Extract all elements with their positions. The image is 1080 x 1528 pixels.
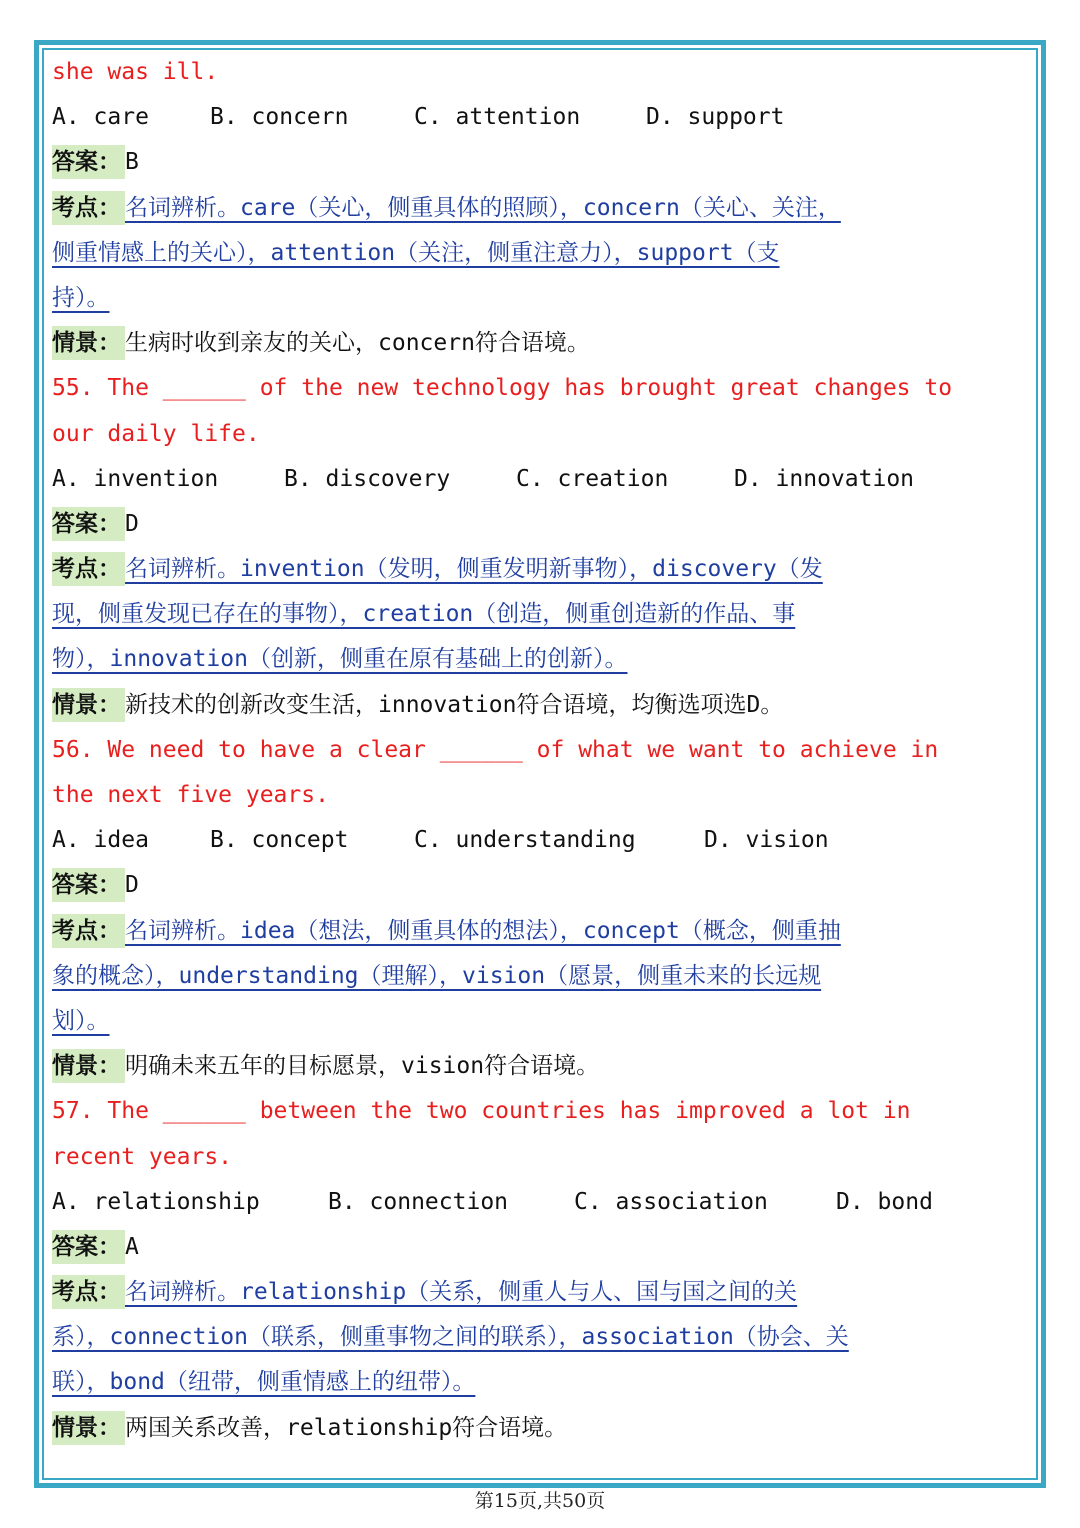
page-number: 第15页,共50页 xyxy=(474,1490,606,1512)
q57-option-b: B. connection xyxy=(328,1188,509,1215)
q55-analysis-2: 现，侧重发现已存在的事物），creation（创造，侧重创造新的作品、事 xyxy=(52,601,796,628)
q54-analysis-row-2 xyxy=(52,231,1032,276)
q56-option-a: A. idea xyxy=(52,827,149,854)
point-label: 考点： xyxy=(52,914,125,948)
q56-analysis-1: 名词辨析。idea（想法，侧重具体的想法），concept（概念，侧重抽 xyxy=(125,917,841,944)
q55-analysis-1: 名词辨析。invention（发明，侧重发明新事物），discovery（发 xyxy=(125,556,823,583)
q57-analysis-1: 名词辨析。relationship（关系，侧重人与人、国与国之间的关 xyxy=(125,1279,798,1306)
q54-option-b: B. concern xyxy=(210,104,349,131)
context-label: 情景： xyxy=(52,688,125,722)
context-label: 情景： xyxy=(52,326,125,360)
q54-analysis-1: 名词辨析。care（关心，侧重具体的照顾），concern（关心、关注， xyxy=(125,194,841,221)
q54-option-d: D. support xyxy=(646,104,785,131)
q57-stem-1: 57. The ______ between the two countries has improved a lot in xyxy=(52,1098,911,1125)
q57-stem-2: recent years. xyxy=(52,1143,233,1170)
q55-analysis-row xyxy=(52,547,1032,592)
q54-analysis-row xyxy=(52,186,1032,231)
q56-analysis-row-3 xyxy=(52,999,1032,1044)
q55-option-d: D. innovation xyxy=(734,465,915,492)
q55-answer-row xyxy=(52,502,1032,547)
q55-analysis-row-3 xyxy=(52,637,1032,682)
answer-label: 答案： xyxy=(52,1230,125,1264)
q56-stem-2: the next five years. xyxy=(52,782,329,808)
q54-answer-row xyxy=(52,140,1032,185)
q56-answer: D xyxy=(125,872,139,899)
q54-stem: she was ill. xyxy=(52,59,219,85)
q57-analysis-3: 联），bond（纽带，侧重情感上的纽带）。 xyxy=(52,1369,476,1396)
q55-context-row xyxy=(52,683,1032,728)
q55-options xyxy=(52,457,1032,502)
q55-option-c: C. creation xyxy=(516,465,669,492)
q55-analysis-3: 物），innovation（创新，侧重在原有基础上的创新）。 xyxy=(52,646,628,673)
q56-context-row xyxy=(52,1044,1032,1089)
q57-context-row xyxy=(52,1406,1032,1451)
q56-stem-1: 56. We need to have a clear ______ of what we want to achieve in xyxy=(52,736,939,763)
point-label: 考点： xyxy=(52,191,125,225)
q57-context: 两国关系改善，relationship符合语境。 xyxy=(125,1414,568,1441)
q57-answer: A xyxy=(125,1233,139,1260)
q56-options xyxy=(52,818,1032,863)
q56-option-b: B. concept xyxy=(210,827,349,854)
q54-analysis-3: 持）。 xyxy=(52,284,110,311)
question-content xyxy=(52,50,1032,1451)
q54-context-row xyxy=(52,321,1032,366)
q54-analysis-2: 侧重情感上的关心），attention（关注，侧重注意力），support（支 xyxy=(52,239,780,266)
answer-label: 答案： xyxy=(52,507,125,541)
answer-label: 答案： xyxy=(52,145,125,179)
q55-analysis-row-2 xyxy=(52,592,1032,637)
q55-option-b: B. discovery xyxy=(284,465,451,492)
q54-option-c: C. attention xyxy=(414,104,581,131)
q56-option-d: D. vision xyxy=(704,827,829,854)
point-label: 考点： xyxy=(52,552,125,586)
point-label: 考点： xyxy=(52,1275,125,1309)
q56-analysis-row xyxy=(52,909,1032,954)
q56-option-c: C. understanding xyxy=(414,827,636,854)
q57-answer-row xyxy=(52,1225,1032,1270)
q57-option-c: C. association xyxy=(574,1188,768,1215)
q54-context: 生病时收到亲友的关心，concern符合语境。 xyxy=(125,330,590,357)
q54-option-a: A. care xyxy=(52,104,149,131)
q55-answer: D xyxy=(125,510,139,537)
q55-context: 新技术的创新改变生活，innovation符合语境，均衡选项选D。 xyxy=(125,691,784,718)
context-label: 情景： xyxy=(52,1049,125,1083)
q56-answer-row xyxy=(52,863,1032,908)
q56-context: 明确未来五年的目标愿景，vision符合语境。 xyxy=(125,1053,600,1080)
q54-options xyxy=(52,95,1032,140)
q57-analysis-row xyxy=(52,1270,1032,1315)
q57-analysis-row-2 xyxy=(52,1315,1032,1360)
q57-option-a: A. relationship xyxy=(52,1188,260,1215)
q56-analysis-3: 划）。 xyxy=(52,1007,110,1034)
q57-analysis-2: 系），connection（联系，侧重事物之间的联系），association（协会、关 xyxy=(52,1324,849,1351)
q54-answer: B xyxy=(125,149,139,176)
q56-analysis-row-2 xyxy=(52,954,1032,999)
q57-analysis-row-3 xyxy=(52,1360,1032,1405)
q54-analysis-row-3 xyxy=(52,276,1032,321)
q55-option-a: A. invention xyxy=(52,465,219,492)
q56-analysis-2: 象的概念），understanding（理解），vision（愿景，侧重未来的长远规 xyxy=(52,962,822,989)
q57-options xyxy=(52,1180,1032,1225)
context-label: 情景： xyxy=(52,1411,125,1445)
answer-label: 答案： xyxy=(52,868,125,902)
q57-option-d: D. bond xyxy=(836,1188,933,1215)
q55-stem-1: 55. The ______ of the new technology has brought great changes to xyxy=(52,375,953,402)
q55-stem-2: our daily life. xyxy=(52,420,260,447)
